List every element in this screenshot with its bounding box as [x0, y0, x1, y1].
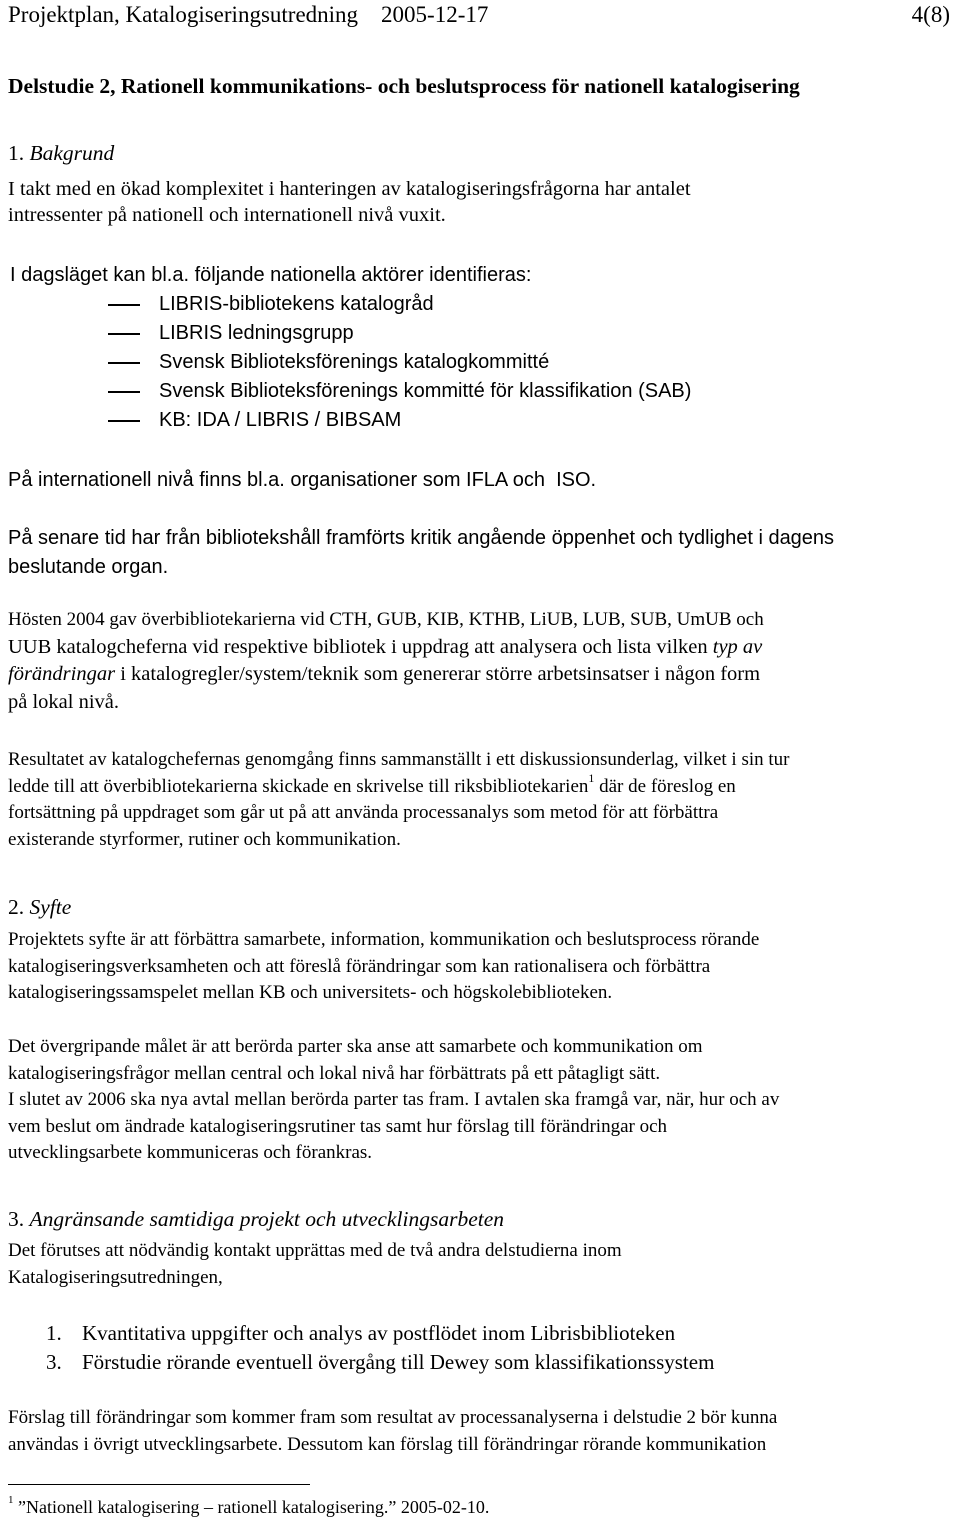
dash-bullet [108, 362, 140, 364]
text-line: katalogiseringssamspelet mellan KB och universitets- och högskolebiblioteken. [8, 982, 613, 1003]
section-1-heading [8, 140, 958, 166]
background-paragraph [8, 176, 958, 228]
text-line: I takt med en ökad komplexitet i hanteringen av katalogiseringsfrågorna har antalet [8, 178, 691, 200]
actors-intro: I dagsläget kan bl.a. följande nationella aktörer identifieras: [10, 264, 532, 286]
document-page: Projektplan, Katalogiseringsutredning 2005-12-17 4(8) Delstudie 2, Rationell kommunikations- och beslutsprocess för nationell katalogisering 1. Bakgrund I takt med en ökad komplexitet i hanteringen av katalogiseringsfrågorna har antalet intressenter på nationell och internationell nivå vuxit. I dagsläget kan bl.a. följande nationella aktörer identifieras: LIBRIS-bibliotekens katalogråd LIBRIS ledningsgrupp Svensk Biblioteksförenings katalogkommitté Svensk Biblioteksförenings kommitté för klassifikation (SAB) KB: IDA / LIBRIS / BIBSAM På internationell nivå finns bl.a. organisationer som IFLA och ISO. På senare tid har från bibliotekshåll framförts kritik angående öppenhet och tydlighet i dagens beslutande organ. Hösten 2004 gav överbibliotekarierna vid CTH, GUB, KIB, KTHB, LiUB, LUB, SUB, UmUB och UUB katalogcheferna vid respektive bibliotek i uppdrag att analysera och lista vilken typ av förändringar i katalogregler/system/teknik som genererar större arbetsinsatser i någon form på lokal nivå. Resultatet av katalogchefernas genomgång finns sammanställt i ett diskussionsunderlag, vilket i sin tur ledde till att överbibliotekarierna skickade en skrivelse till riksbibliotekarien$^1$ där de föreslog en fortsättning på uppdraget som går ut på att använda processanalys som metod för att förbättra existerande styrformer, rutiner och kommunikation. 2. Syfte Projektets syfte är att förbättra samarbete, information, kommunikation och beslutsprocess rörande katalogiseringsverksamheten och att föreslå förändringar som kan rationalisera och förbättra katalogiseringssamspelet mellan KB och universitets- och högskolebiblioteken. Det övergripande målet är att berörda parter ska anse att samarbete och kommunikation om katalogiseringsfrågor mellan central och lokal nivå har förbättrats på ett påtagligt sätt. I slutet av 2006 ska nya avtal mellan berörda parter tas fram. I avtalen ska framgå var, när, hur och av vem beslut om ändrade katalogiseringsrutiner tas samt hur förslag till förändringar och utvecklingsarbete kommuniceras och förankras. 3. Angränsande samtidiga projekt och utvecklingsarbeten Det förutses att nödvändig kontakt upprättas med de två andra delstudierna inom Katalogiseringsutredningen, 1. Kvantitativa uppgifter och analys av postflödet inom Librisbiblioteken 3. Förstudie rörande eventuell övergång till Dewey som klassifikationssystem Förslag till förändringar som kommer fram som resultat av processanalyserna i delstudie 2 bör kunna användas i övrigt utvecklingsarbete. Dessutom kan förslag till förändringar rörande kommunikation $^1$ ”Nationell katalogisering – rationell katalogisering.” 2005-02-10. [0, 0, 960, 1521]
section-3-heading [8, 1206, 958, 1232]
text-line: Förslag till förändringar som kommer fram som resultat av processanalyserna i delstudie 2 bör kunna [8, 1407, 778, 1428]
footnote-ref: 1 [588, 771, 595, 786]
contact-paragraph [8, 1238, 958, 1291]
page-number: 4(8) [911, 2, 950, 27]
text-line: Det förutses att nödvändig kontakt upprättas med de två andra delstudierna inom [8, 1240, 622, 1261]
text-line: användas i övrigt utvecklingsarbete. Dessutom kan förslag till förändringar rörande kommunikation [8, 1433, 767, 1455]
text-line: intressenter på nationell och internationell nivå vuxit. [8, 204, 446, 226]
text-line: Katalogiseringsutredningen, [8, 1266, 223, 1288]
text-line: I slutet av 2006 ska nya avtal mellan berörda parter tas fram. I avtalen ska framgå var, när, hur och av [8, 1089, 780, 1110]
section-1-title: Bakgrund [29, 141, 115, 165]
section-2-number: 2. [8, 895, 30, 919]
text-line: Det övergripande målet är att berörda parter ska anse att samarbete och kommunikation om [8, 1036, 703, 1057]
text-line: existerande styrformer, rutiner och kommunikation. [8, 828, 401, 850]
purpose-paragraph [8, 927, 958, 1007]
text-line: ledde till att överbibliotekarierna skickade en skrivelse till riksbibliotekarien$^1$ där de föreslog en [8, 771, 736, 797]
text-line: på lokal nivå. [8, 690, 120, 713]
footnote-text: ”Nationell katalogisering – rationell katalogisering.” 2005-02-10. [13, 1497, 490, 1517]
dash-bullet [108, 304, 140, 306]
footnote [8, 1496, 489, 1518]
section-1-number: 1. [8, 141, 30, 165]
dash-bullet [108, 333, 140, 335]
text-line: beslutande organ. [8, 556, 169, 578]
page-header-left: Projektplan, Katalogiseringsutredning 2005-12-17 [8, 2, 489, 27]
goal-paragraph [8, 1034, 958, 1167]
document-title: Delstudie 2, Rationell kommunikations- och beslutsprocess för nationell katalogisering [8, 74, 800, 98]
proposal-paragraph [8, 1405, 958, 1458]
dash-bullet [108, 391, 140, 393]
text-line: utvecklingsarbete kommuniceras och förankras. [8, 1142, 373, 1163]
international-paragraph: På internationell nivå finns bl.a. organisationer som IFLA och ISO. [8, 469, 597, 491]
result-paragraph [8, 747, 958, 853]
section-2-heading [8, 894, 958, 920]
text-line: förändringar i katalogregler/system/teknik som genererar större arbetsinsatser i någon form [8, 663, 761, 685]
footnote-divider [8, 1484, 310, 1485]
text-line: Resultatet av katalogchefernas genomgång finns sammanställt i ett diskussionsunderlag, vilket i sin tur [8, 749, 790, 770]
text-line: Hösten 2004 gav överbibliotekarierna vid CTH, GUB, KIB, KTHB, LiUB, LUB, SUB, UmUB och [8, 609, 764, 630]
autumn-2004-paragraph [8, 607, 958, 715]
text-line: UUB katalogcheferna vid respektive bibliotek i uppdrag att analysera och lista vilken typ av [8, 635, 763, 658]
dash-bullet [108, 420, 140, 422]
text-line: fortsättning på uppdraget som går ut på att använda processanalys som metod för att förbättra [8, 802, 719, 823]
criticism-paragraph [8, 524, 958, 582]
text-line: katalogiseringsverksamheten och att föreslå förändringar som kan rationalisera och förbättra [8, 955, 711, 977]
text-line: katalogiseringsfrågor mellan central och lokal nivå har förbättrats på ett påtagligt sätt. [8, 1062, 661, 1084]
text-line: På senare tid har från bibliotekshåll framförts kritik angående öppenhet och tydlighet i dagens [8, 527, 835, 549]
section-2-title: Syfte [29, 895, 72, 919]
footnote-mark: 1 [8, 1494, 14, 1506]
text-line: Projektets syfte är att förbättra samarbete, information, kommunikation och beslutsprocess rörande [8, 929, 760, 950]
section-3-title: Angränsande samtidiga projekt och utvecklingsarbeten [29, 1207, 505, 1231]
section-3-number: 3. [8, 1207, 30, 1231]
text-line: vem beslut om ändrade katalogiseringsrutiner tas samt hur förslag till förändringar och [8, 1115, 668, 1137]
